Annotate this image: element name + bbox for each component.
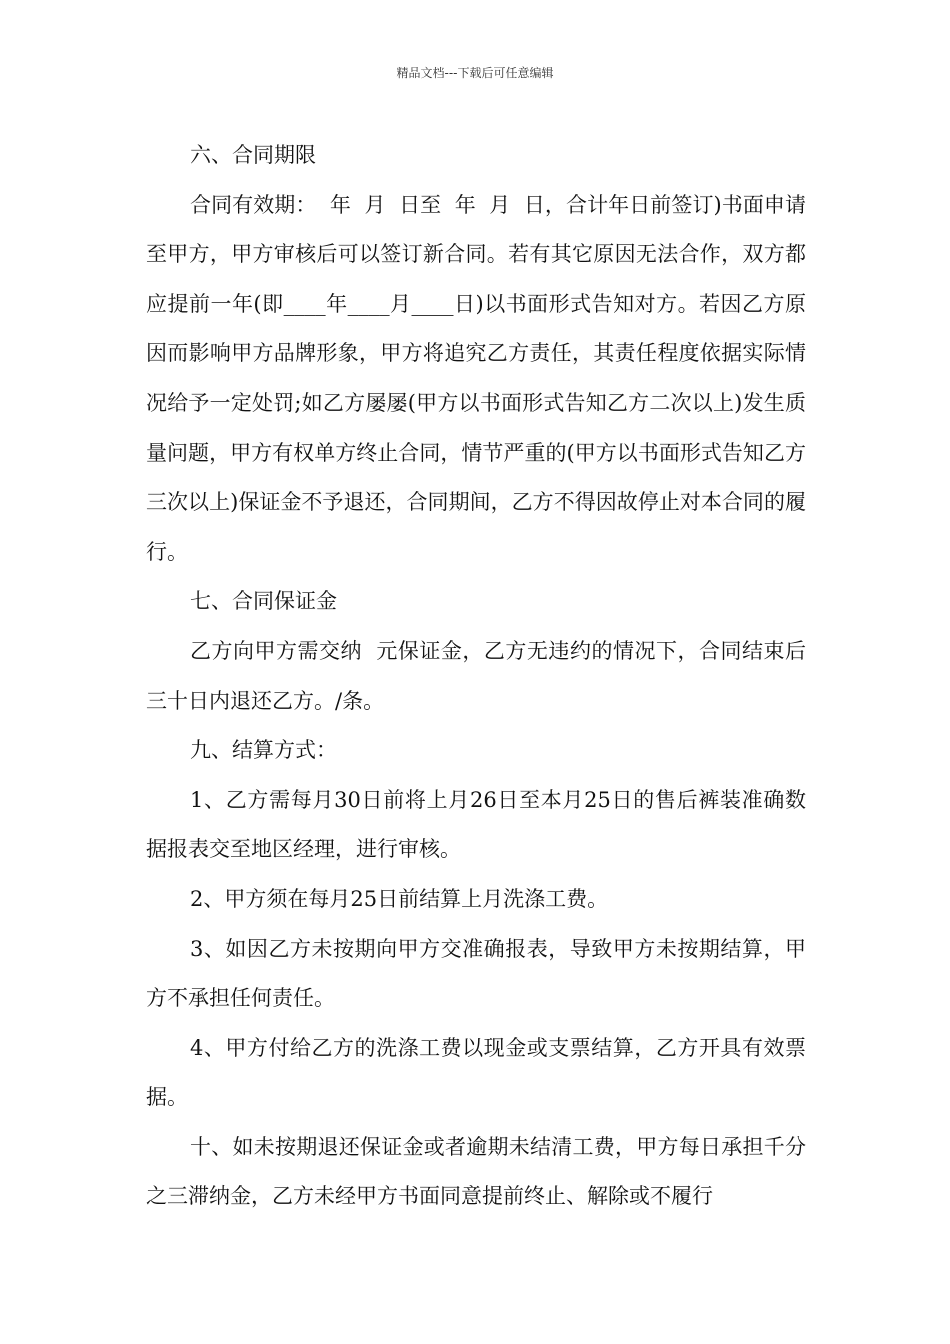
settlement-item-1: 1、乙方需每月30日前将上月26日至本月25日的售后裤装准确数据报表交至地区经理，进行审核。 bbox=[146, 787, 806, 862]
section-ten-paragraph: 十、如未按期退还保证金或者逾期未结清工费，甲方每日承担千分之三滞纳金，乙方未经甲方书面同意提前终止、解除或不履行 bbox=[146, 1134, 806, 1209]
document-body bbox=[146, 131, 806, 1222]
page-header: 精品文档---下载后可任意编辑 bbox=[396, 66, 554, 80]
settlement-item-2: 2、甲方须在每月25日前结算上月洗涤工费。 bbox=[190, 886, 609, 911]
paragraph-deposit-details: 乙方向甲方需交纳 元保证金，乙方无违约的情况下，合同结束后三十日内退还乙方。/条。 bbox=[146, 638, 806, 713]
section-heading-term: 六、合同期限 bbox=[190, 143, 316, 167]
section-heading-deposit: 七、合同保证金 bbox=[190, 589, 337, 614]
settlement-item-4: 4、甲方付给乙方的洗涤工费以现金或支票结算，乙方开具有效票据。 bbox=[146, 1035, 806, 1110]
settlement-item-3: 3、如因乙方未按期向甲方交准确报表，导致甲方未按期结算，甲方不承担任何责任。 bbox=[146, 936, 806, 1011]
paragraph-term-details: 合同有效期： 年 月 日至 年 月 日，合计年日前签订)书面申请至甲方，甲方审核后可以签订新合同。若有其它原因无法合作，双方都应提前一年(即____年____月____日)以书面形式告知对方。若因乙方原因而影响甲方品牌形象，甲方将追究乙方责任，其责任程度依据实际情况给予一定处罚;如乙方屡屡(甲方以书面形式告知乙方二次以上)发生质量问题，甲方有权单方终止合同，情节严重的(甲方以书面形式告知乙方三次以上)保证金不予退还，合同期间，乙方不得因故停止对本合同的履行。 bbox=[146, 192, 806, 564]
section-heading-settlement: 九、结算方式： bbox=[190, 738, 337, 763]
